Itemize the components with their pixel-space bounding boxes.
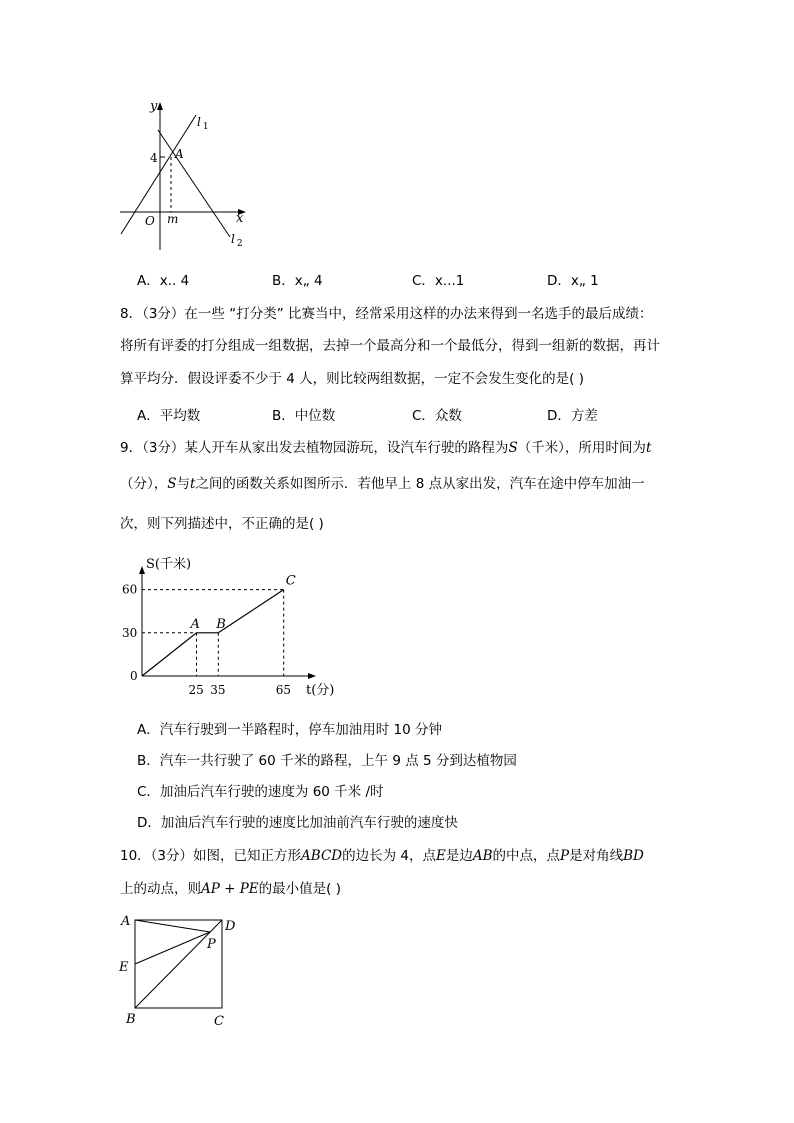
q8-option-a: A．平均数 [137,408,201,424]
q9-y-tick-30: 30 [122,625,138,640]
q9-y-tick-0: 0 [130,669,138,683]
q7-y-arrow [157,102,163,110]
q10-label-c: C [214,1014,224,1029]
q9-line-3: 次，则下列描述中，不正确的是( ) [120,516,324,532]
q9-segment-1 [142,633,197,676]
q9-x-arrow [308,673,316,679]
q8-line-2: 将所有评委的打分组成一组数据，去掉一个最高分和一个最低分，得到一组新的数据，再计 [120,338,660,354]
q7-l2-label: l $_2$ [231,232,243,249]
q7-line-l1 [121,115,196,234]
q10-label-d: D [225,919,236,934]
q7-y-label: y [150,99,158,114]
q8-option-c: C．众数 [412,408,462,424]
q10-label-e: E [119,960,129,975]
q9-option-b: B．汽车一共行驶了 60 千米的路程，上午 9 点 5 分到达植物园 [137,753,517,769]
q10-square-figure [110,905,250,1030]
q7-origin-label: O [145,214,155,228]
q7-option-b: B．x„ 4 [272,273,323,289]
q9-option-c: C．加油后汽车行驶的速度为 60 千米 /时 [137,784,384,800]
q9-x-tick-25: 25 [188,683,204,697]
q10-segment-pe [135,932,210,964]
q9-y-tick-60: 60 [122,582,138,597]
q10-line-2: 上的动点，则AP + PE的最小值是( ) [120,881,341,897]
q8-line-3: 算平均分．假设评委不少于 4 人，则比较两组数据，一定不会发生变化的是( ) [120,371,584,387]
q9-point-label-C: C [285,573,296,589]
q10-label-a: A [121,914,131,929]
q9-y-axis-label: S(千米) [146,557,192,572]
q7-option-c: C．x...1 [412,273,465,289]
q7-x-label: x [236,211,244,226]
q10-diagonal-bd [135,920,222,1008]
q7-option-a: A．x.. 4 [137,273,190,289]
q9-x-axis-label: t(分) [306,683,335,698]
q7-y-tick-label: 4 [150,151,158,165]
q9-chart [110,550,370,700]
q8-line-1: 8．（3分）在一些 “打分类” 比赛当中，经常采用这样的办法来得到一名选手的最后成绩： [120,306,653,322]
q8-option-b: B．中位数 [272,408,336,424]
q9-point-label-A: A [190,616,200,632]
q9-line-1: 9．（3分）某人开车从家出发去植物园游玩，设汽车行驶的路程为S（千米），所用时间为t [120,440,652,456]
q7-graph [110,95,260,255]
q10-label-p: P [207,937,216,952]
q9-y-arrow [139,566,145,574]
q10-label-b: B [126,1012,136,1027]
q10-segment-ap [135,920,210,932]
q7-l1-label: l $_1$ [197,115,209,132]
q9-x-tick-35: 35 [210,683,226,697]
q7-m-label: m [167,212,179,226]
q8-option-d: D．方差 [547,408,598,424]
q9-segment-3 [218,590,283,633]
q9-x-tick-65: 65 [275,683,291,697]
q9-line-2: （分），S与t之间的函数关系如图所示．若他早上 8 点从家出发，汽车在途中停车加油一 [120,476,645,492]
q9-option-a: A．汽车行驶到一半路程时，停车加油用时 10 分钟 [137,722,442,738]
q9-point-label-B: B [216,616,226,632]
q9-option-d: D．加油后汽车行驶的速度比加油前汽车行驶的速度快 [137,815,458,831]
q7-option-d: D．x„ 1 [547,273,599,289]
q7-point-a-label: A [175,147,184,161]
q10-line-1: 10．（3分）如图，已知正方形ABCD的边长为 4，点E是边AB的中点，点P是对角线BD [120,848,644,864]
